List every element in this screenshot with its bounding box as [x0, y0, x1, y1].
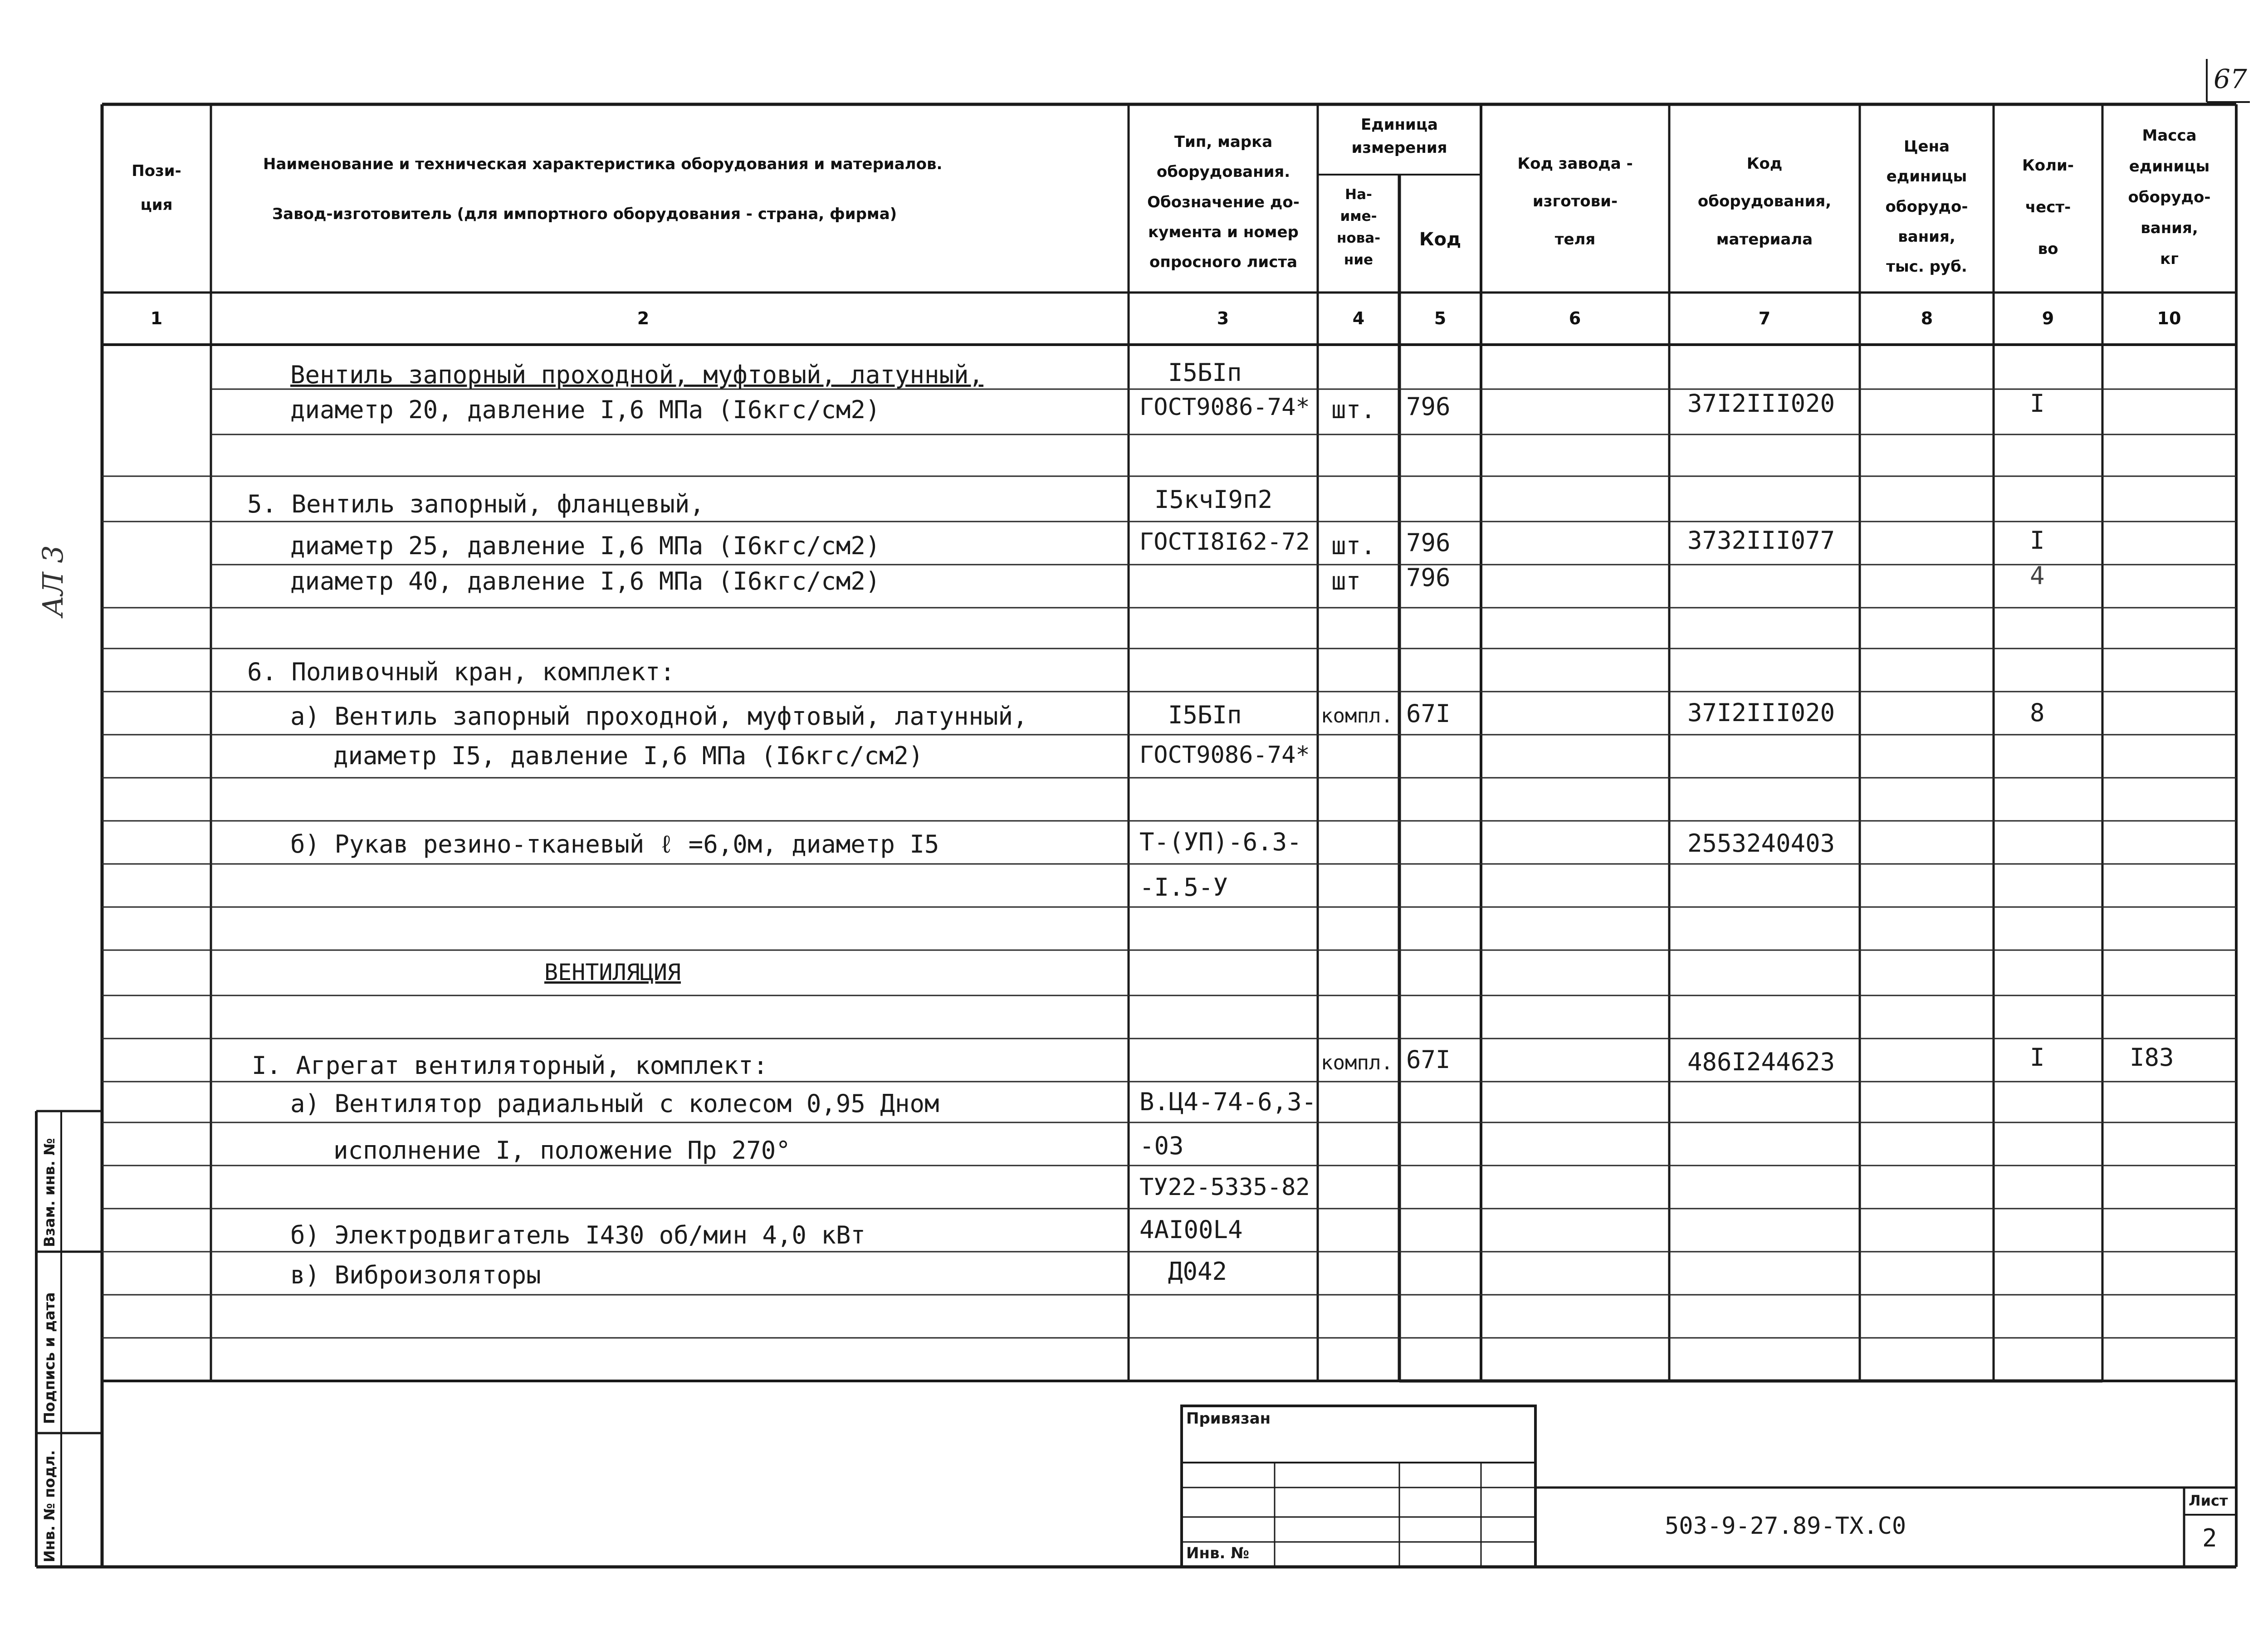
item-name: диаметр 20, давление I,6 МПа (I6кгс/см2) [290, 395, 880, 424]
item-name: в) Виброизоляторы [290, 1261, 541, 1289]
item-quantity: 4 [2030, 561, 2045, 590]
item-type: I5кчI9п2 [1154, 485, 1273, 514]
item-name: а) Вентиль запорный проходной, муфтовый, латунный, [290, 702, 1028, 731]
item-name: исполнение I, положение Пр 270° [333, 1136, 791, 1165]
item-name: 6. Поливочный кран, комплект: [247, 658, 675, 686]
header-unit-name: На- име- нова- ние [1336, 186, 1381, 268]
item-equipment-code: 37I2III020 [1687, 389, 1835, 418]
item-name: б) Электродвигатель I430 об/мин 4,0 кВт [290, 1221, 865, 1249]
item-unit: компл. [1321, 1051, 1393, 1074]
stamp-privyazan: Привязан [1186, 1410, 1271, 1428]
item-unit-code: 796 [1406, 392, 1451, 421]
column-number: 8 [1921, 308, 1933, 328]
item-name: диаметр I5, давление I,6 МПа (I6кгс/см2) [333, 741, 924, 770]
column-number: 3 [1217, 308, 1229, 328]
side-label-signature: Подпись и дата [41, 1292, 58, 1424]
item-unit-code: 67I [1406, 699, 1451, 728]
header-name-line1: Наименование и техническая характеристика оборудования и материалов. [263, 155, 943, 173]
item-unit-code: 796 [1406, 528, 1451, 557]
section-title: ВЕНТИЛЯЦИЯ [544, 959, 681, 985]
side-label-vzam: Взам. инв. № [41, 1138, 58, 1247]
column-number: 5 [1434, 308, 1447, 328]
header-equipment-code: Код оборудования, материала [1697, 155, 1832, 249]
item-type: -I.5-У [1139, 873, 1228, 902]
item-quantity: I [2030, 1043, 2045, 1072]
item-name: б) Рукав резино-тканевый ℓ =6,0м, диаметр I5 [290, 830, 939, 858]
column-number: 6 [1569, 308, 1581, 328]
item-type: Д042 [1168, 1257, 1227, 1286]
item-name: 5. Вентиль запорный, фланцевый, [247, 490, 704, 518]
item-name: диаметр 40, давление I,6 МПа (I6кгс/см2) [290, 567, 880, 595]
item-quantity: I [2030, 389, 2045, 418]
stamp-inv-no: Инв. № [1186, 1544, 1250, 1562]
item-unit: шт. [1331, 532, 1376, 560]
item-equipment-code: 3732III077 [1687, 526, 1835, 555]
header-type: Тип, марка оборудования. Обозначение до- кумента и номер опросного листа [1147, 133, 1300, 272]
item-name: I. Агрегат вентиляторный, комплект: [252, 1051, 768, 1080]
item-unit: шт [1331, 567, 1361, 595]
item-mass: I83 [2130, 1043, 2174, 1072]
item-type: I5БIп [1168, 701, 1242, 729]
column-number: 9 [2042, 308, 2054, 328]
item-type: ГОСТ9086-74* [1139, 394, 1310, 421]
item-unit-code: 67I [1406, 1045, 1451, 1074]
item-type: ТУ22-5335-82 [1139, 1174, 1310, 1201]
column-number: 1 [150, 308, 163, 328]
item-quantity: I [2030, 526, 2045, 555]
item-type: Т-(УП)-6.3- [1139, 828, 1302, 856]
item-equipment-code: 37I2III020 [1687, 698, 1835, 727]
item-type: В.Ц4-74-6,3- [1139, 1088, 1317, 1116]
item-unit: шт. [1331, 395, 1376, 424]
item-quantity: 8 [2030, 698, 2045, 727]
item-equipment-code: 486I244623 [1687, 1048, 1835, 1076]
header-unit-code: Код [1419, 229, 1461, 250]
header-factory-code: Код завода - изготови- теля [1517, 155, 1633, 249]
document-code: 503-9-27.89-ТХ.С0 [1665, 1512, 1906, 1540]
item-type: ГОСТI8I62-72 [1139, 528, 1310, 556]
side-label-inv-podl: Инв. № подл. [41, 1450, 58, 1562]
header-quantity: Коли- чест- во [2022, 156, 2074, 258]
item-unit-code: 796 [1406, 563, 1451, 592]
sheet-label: Лист [2189, 1492, 2228, 1509]
item-unit: компл. [1321, 704, 1393, 727]
header-position: Пози- ция [132, 162, 181, 214]
item-type: ГОСТ9086-74* [1139, 741, 1310, 769]
item-name: а) Вентилятор радиальный с колесом 0,95 Дном [290, 1089, 939, 1118]
header-name-line2: Завод-изготовитель (для импортного оборудования - страна, фирма) [272, 205, 897, 223]
item-equipment-code: 2553240403 [1687, 829, 1835, 858]
sheet-number: 2 [2202, 1524, 2217, 1552]
header-price: Цена единицы оборудо- вания, тыс. руб. [1885, 137, 1968, 276]
column-number: 7 [1758, 308, 1771, 328]
item-type: I5БIп [1168, 358, 1242, 387]
sheet-corner-number: 67 [2214, 63, 2247, 94]
column-number: 2 [637, 308, 650, 328]
column-number: 10 [2157, 308, 2181, 328]
item-name: Вентиль запорный проходной, муфтовый, латунный, [290, 361, 984, 389]
item-type: -03 [1139, 1132, 1184, 1160]
column-number: 4 [1352, 308, 1365, 328]
header-unit: Единица измерения [1351, 116, 1447, 157]
item-type: 4АI00L4 [1139, 1215, 1243, 1244]
margin-note: АЛ 3 [36, 545, 69, 617]
header-mass: Масса единицы оборудо- вания, кг [2128, 127, 2211, 268]
item-name: диаметр 25, давление I,6 МПа (I6кгс/см2) [290, 532, 880, 560]
